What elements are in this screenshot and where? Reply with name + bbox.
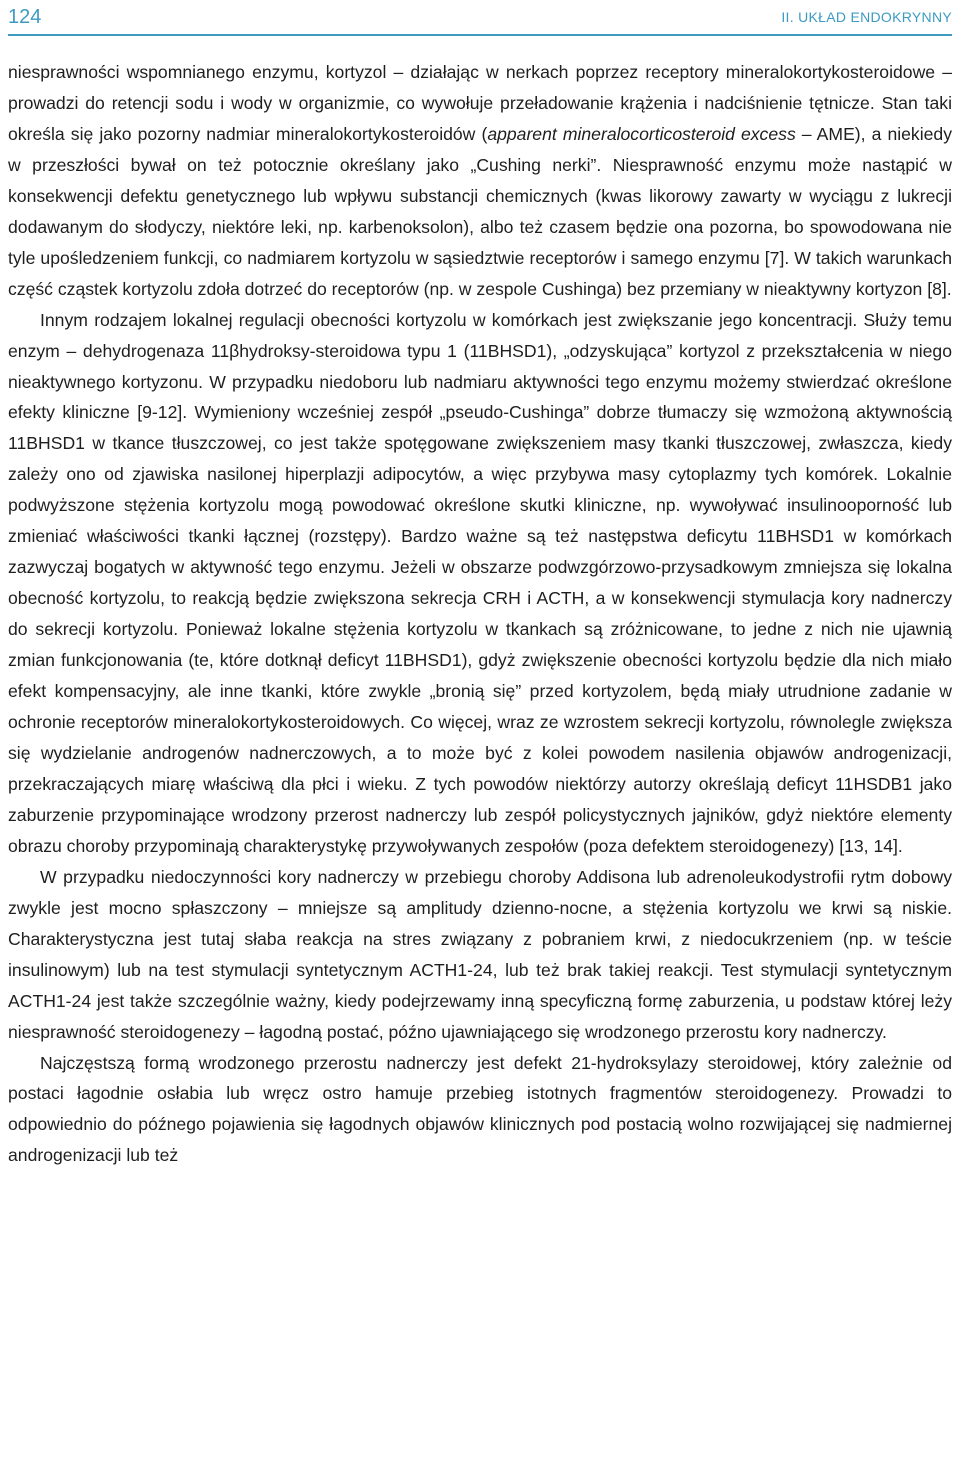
page-header xyxy=(8,0,952,34)
text-segment: niesprawności wspomnianego enzymu, kortyzol – działając w nerkach poprzez receptory mineralokortykosteroidowe – prowadzi do retencji sodu i wody w organizmie, co wywołuje przeładowanie krążenia i nadciśnienie tętnicze. Stan taki określa się jako pozorny nadmiar mineralokortykosteroidów ( xyxy=(8,62,952,144)
text-segment: Najczęstszą formą wrodzonego przerostu nadnerczy jest defekt 21-hydroksylazy steroidowej, który zależnie od postaci łagodnie osłabia lub wręcz ostro hamuje przebieg istotnych fragmentów steroidogenezy. Prowadzi to odpowiednio do późnego pojawienia się łagodnych objawów klinicznych pod postacią wolno rozwijającej się nadmiernej androgenizacji lub też xyxy=(8,1052,952,1166)
text-segment: Innym rodzajem lokalnej regulacji obecności kortyzolu w komórkach jest zwiększanie jego koncentracji. Służy temu enzym – dehydrogenaza 11βhydroksy-steroidowa typu 1 (11BHSD1), „odzyskująca” kortyzol z przekształcenia w niego nieaktywnego kortyzonu. W przypadku niedoboru lub nadmiaru aktywności tego enzymu możemy stwierdzać określone efekty kliniczne [9-12]. Wymieniony wcześniej zespół „pseudo-Cushinga” dobrze tłumaczy się wzmożoną aktywnością 11BHSD1 w tkance tłuszczowej, co jest także spotęgowane zwiększeniem masy tkanki tłuszczowej, zwłaszcza, kiedy zależy ono od zjawiska nasilonej hiperplazji adipocytów, a więc przybywa masy cytoplazmy tych komórek. Lokalnie podwyższone stężenia kortyzolu mogą powodować określone skutki kliniczne, np. wywoływać insulinooporność lub zmieniać właściwości tkanki łącznej (rozstępy). Bardzo ważne są też następstwa deficytu 11BHSD1 w komórkach zazwyczaj bogatych w aktywność tego enzymu. Jeżeli w obszarze podwzgórzowo-przysadkowym zmniejsza się lokalna obecność kortyzolu, to reakcją będzie zwiększona sekrecja CRH i ACTH, a w konsekwencji stymulacja kory nadnerczy do sekrecji kortyzolu. Ponieważ lokalne stężenia kortyzolu w tkankach są zróżnicowane, to jedne z nich nie ujawnią zmian funkcjonowania (te, które dotknął deficyt 11BHSD1), gdyż zwiększenie obecności kortyzolu będzie dla nich miało efekt kompensacyjny, ale inne tkanki, które zwykle „bronią się” przed kortyzolem, będą miały utrudnione zadanie w ochronie receptorów mineralokortykosteroidowych. Co więcej, wraz ze wzrostem sekrecji kortyzolu, równolegle zwiększa się wydzielanie androgenów nadnerczowych, a to może być z kolei powodem nasilenia objawów androgenizacji, przekraczających miarę właściwą dla płci i wieku. Z tych powodów niektórzy autorzy określają deficyt 11HSDB1 jako zaburzenie przypominające wrodzony przerost nadnerczy lub zespół policystycznych jajników, gdyż niektóre elementy obrazu choroby przypominają charakterystykę przywoływanych zespołów (poza defektem steroidogenezy) [13, 14]. xyxy=(8,309,952,856)
paragraph xyxy=(8,57,952,305)
paragraph xyxy=(8,1048,952,1172)
italic-term: apparent mineralocorticosteroid excess xyxy=(487,123,796,144)
header-rule xyxy=(8,34,952,36)
running-head: II. UKŁAD ENDOKRYNNY xyxy=(781,9,952,25)
body-text xyxy=(8,57,952,1171)
text-segment: – AME), a niekiedy w przeszłości bywał on też potocznie określany jako „Cushing nerki”. Niesprawność enzymu może nastąpić w konsekwencji defektu genetycznego lub wpływu substancji chemicznych (kwas likorowy zawarty w wyciągu z lukrecji dodawanym do słodyczy, niektóre leki, np. karbenoksolon), albo też czasem będzie ona pozorna, bo spowodowana nie tyle upośledzeniem funkcji, co nadmiarem kortyzolu w sąsiedztwie receptorów i samego enzymu [7]. W takich warunkach część cząstek kortyzolu zdoła dotrzeć do receptorów (np. w zespole Cushinga) bez przemiany w nieaktywny kortyzon [8]. xyxy=(8,123,952,299)
text-segment: W przypadku niedoczynności kory nadnerczy w przebiegu choroby Addisona lub adrenoleukodystrofii rytm dobowy zwykle jest mocno spłaszczony – mniejsze są amplitudy dzienno-nocne, a stężenia kortyzolu we krwi są niskie. Charakterystyczna jest tutaj słaba reakcja na stres związany z pobraniem krwi, z niedocukrzeniem (np. w teście insulinowym) lub na test stymulacji syntetycznym ACTH1-24, lub też brak takiej reakcji. Test stymulacji syntetycznym ACTH1-24 jest także szczególnie ważny, kiedy podejrzewamy inną specyficzną formę zaburzenia, u podstaw której leży niesprawność steroidogenezy – łagodną postać, późno ujawniającego się wrodzonego przerostu kory nadnerczy. xyxy=(8,866,952,1042)
page-number: 124 xyxy=(8,6,42,28)
paragraph xyxy=(8,305,952,862)
paragraph xyxy=(8,862,952,1048)
